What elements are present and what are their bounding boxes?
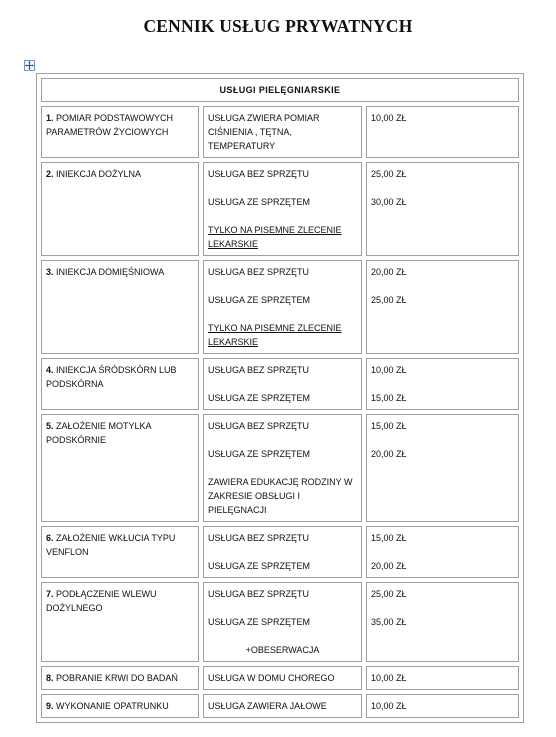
table-row <box>41 162 519 256</box>
service-price: 25,00 ZŁ <box>371 295 407 305</box>
service-name: POBRANIE KRWI DO BADAŃ <box>56 673 178 683</box>
service-description: USŁUGA ZE SPRZĘTEM <box>208 197 311 207</box>
service-name-cell <box>41 358 199 410</box>
service-description: TYLKO NA PISEMNE ZLECENIE LEKARSKIE <box>208 225 342 249</box>
service-price: 10,00 ZŁ <box>371 113 407 123</box>
service-name-cell <box>41 526 199 578</box>
service-name-cell <box>41 694 199 718</box>
service-description: USŁUGA ZE SPRZĘTEM <box>208 295 311 305</box>
service-price: 30,00 ZŁ <box>371 197 407 207</box>
service-description-cell <box>203 526 362 578</box>
service-number: 6. <box>46 533 54 543</box>
service-description-cell <box>203 414 362 522</box>
service-price: 25,00 ZŁ <box>371 589 407 599</box>
service-name-cell <box>41 260 199 354</box>
service-description: +OBESERWACJA <box>245 645 320 655</box>
service-name-cell <box>41 582 199 662</box>
service-description: USŁUGA ZE SPRZĘTEM <box>208 449 311 459</box>
service-price-cell <box>366 260 519 354</box>
table-row <box>41 666 519 690</box>
service-name-cell <box>41 414 199 522</box>
service-price: 15,00 ZŁ <box>371 393 407 403</box>
service-description-cell <box>203 358 362 410</box>
section-header: USŁUGI PIELĘGNIARSKIE <box>41 78 519 102</box>
service-price: 20,00 ZŁ <box>371 449 407 459</box>
service-price: 20,00 ZŁ <box>371 561 407 571</box>
service-price: 15,00 ZŁ <box>371 421 407 431</box>
service-description: USŁUGA W DOMU CHOREGO <box>208 673 335 683</box>
service-price: 35,00 ZŁ <box>371 617 407 627</box>
service-name-cell <box>41 666 199 690</box>
service-number: 1. <box>46 113 54 123</box>
table-move-handle-icon[interactable] <box>24 60 35 71</box>
service-description-cell <box>203 260 362 354</box>
service-number: 7. <box>46 589 54 599</box>
service-price: 25,00 ZŁ <box>371 169 407 179</box>
table-row <box>41 694 519 718</box>
table-row <box>41 106 519 158</box>
service-name: INIEKCJA DOŻYLNA <box>56 169 142 179</box>
service-description: USŁUGA ZE SPRZĘTEM <box>208 561 311 571</box>
service-description-cell <box>203 162 362 256</box>
service-price-cell <box>366 582 519 662</box>
service-price-cell <box>366 414 519 522</box>
service-description: USŁUGA BEZ SPRZĘTU <box>208 365 310 375</box>
service-name-cell <box>41 162 199 256</box>
service-price-cell <box>366 106 519 158</box>
table-row <box>41 260 519 354</box>
service-number: 3. <box>46 267 54 277</box>
table-row <box>41 358 519 410</box>
service-name: PODŁĄCZENIE WLEWU DOŻYLNEGO <box>46 589 157 613</box>
service-description: USŁUGA ZWIERA POMIAR CIŚNIENIA , TĘTNA, TEMPERATURY <box>208 113 320 151</box>
service-description: USŁUGA ZAWIERA JAŁOWE <box>208 701 327 711</box>
service-number: 4. <box>46 365 54 375</box>
service-description: USŁUGA BEZ SPRZĘTU <box>208 533 310 543</box>
service-price-cell <box>366 526 519 578</box>
service-description: USŁUGA BEZ SPRZĘTU <box>208 589 310 599</box>
service-name: WYKONANIE OPATRUNKU <box>56 701 169 711</box>
table-row <box>41 526 519 578</box>
service-description: USŁUGA BEZ SPRZĘTU <box>208 169 310 179</box>
service-name-cell <box>41 106 199 158</box>
service-price-cell <box>366 358 519 410</box>
pricing-table <box>36 73 524 723</box>
service-number: 5. <box>46 421 54 431</box>
service-description-cell <box>203 694 362 718</box>
service-price: 10,00 ZŁ <box>371 365 407 375</box>
service-name: POMIAR PODSTAWOWYCH PARAMETRÓW ŻYCIOWYCH <box>46 113 174 137</box>
service-description: ZAWIERA EDUKACJĘ RODZINY W ZAKRESIE OBSŁUGI I PIELĘGNACJI <box>208 477 353 515</box>
service-price-cell <box>366 694 519 718</box>
service-description: TYLKO NA PISEMNE ZLECENIE LEKARSKIE <box>208 323 342 347</box>
service-number: 9. <box>46 701 54 711</box>
service-name: ZAŁOŻENIE MOTYLKA PODSKÓRNIE <box>46 421 152 445</box>
table-row <box>41 582 519 662</box>
service-description-cell <box>203 106 362 158</box>
service-description: USŁUGA BEZ SPRZĘTU <box>208 267 310 277</box>
document-title: CENNIK USŁUG PRYWATNYCH <box>143 16 413 36</box>
service-name: INIEKCJA ŚRÓDSKÓRN LUB PODSKÓRNA <box>46 365 177 389</box>
service-price-cell <box>366 162 519 256</box>
service-number: 8. <box>46 673 54 683</box>
service-price: 15,00 ZŁ <box>371 533 407 543</box>
service-price: 20,00 ZŁ <box>371 267 407 277</box>
service-description: USŁUGA BEZ SPRZĘTU <box>208 421 310 431</box>
service-description: USŁUGA ZE SPRZĘTEM <box>208 393 311 403</box>
service-description-cell <box>203 582 362 662</box>
service-description: USŁUGA ZE SPRZĘTEM <box>208 617 311 627</box>
table-row <box>41 414 519 522</box>
service-description-cell <box>203 666 362 690</box>
service-price: 10,00 ZŁ <box>371 701 407 711</box>
service-name: INIEKCJA DOMIĘŚNIOWA <box>56 267 165 277</box>
service-number: 2. <box>46 169 54 179</box>
service-price-cell <box>366 666 519 690</box>
service-price: 10,00 ZŁ <box>371 673 407 683</box>
service-name: ZAŁOŻENIE WKŁUCIA TYPU VENFLON <box>46 533 176 557</box>
